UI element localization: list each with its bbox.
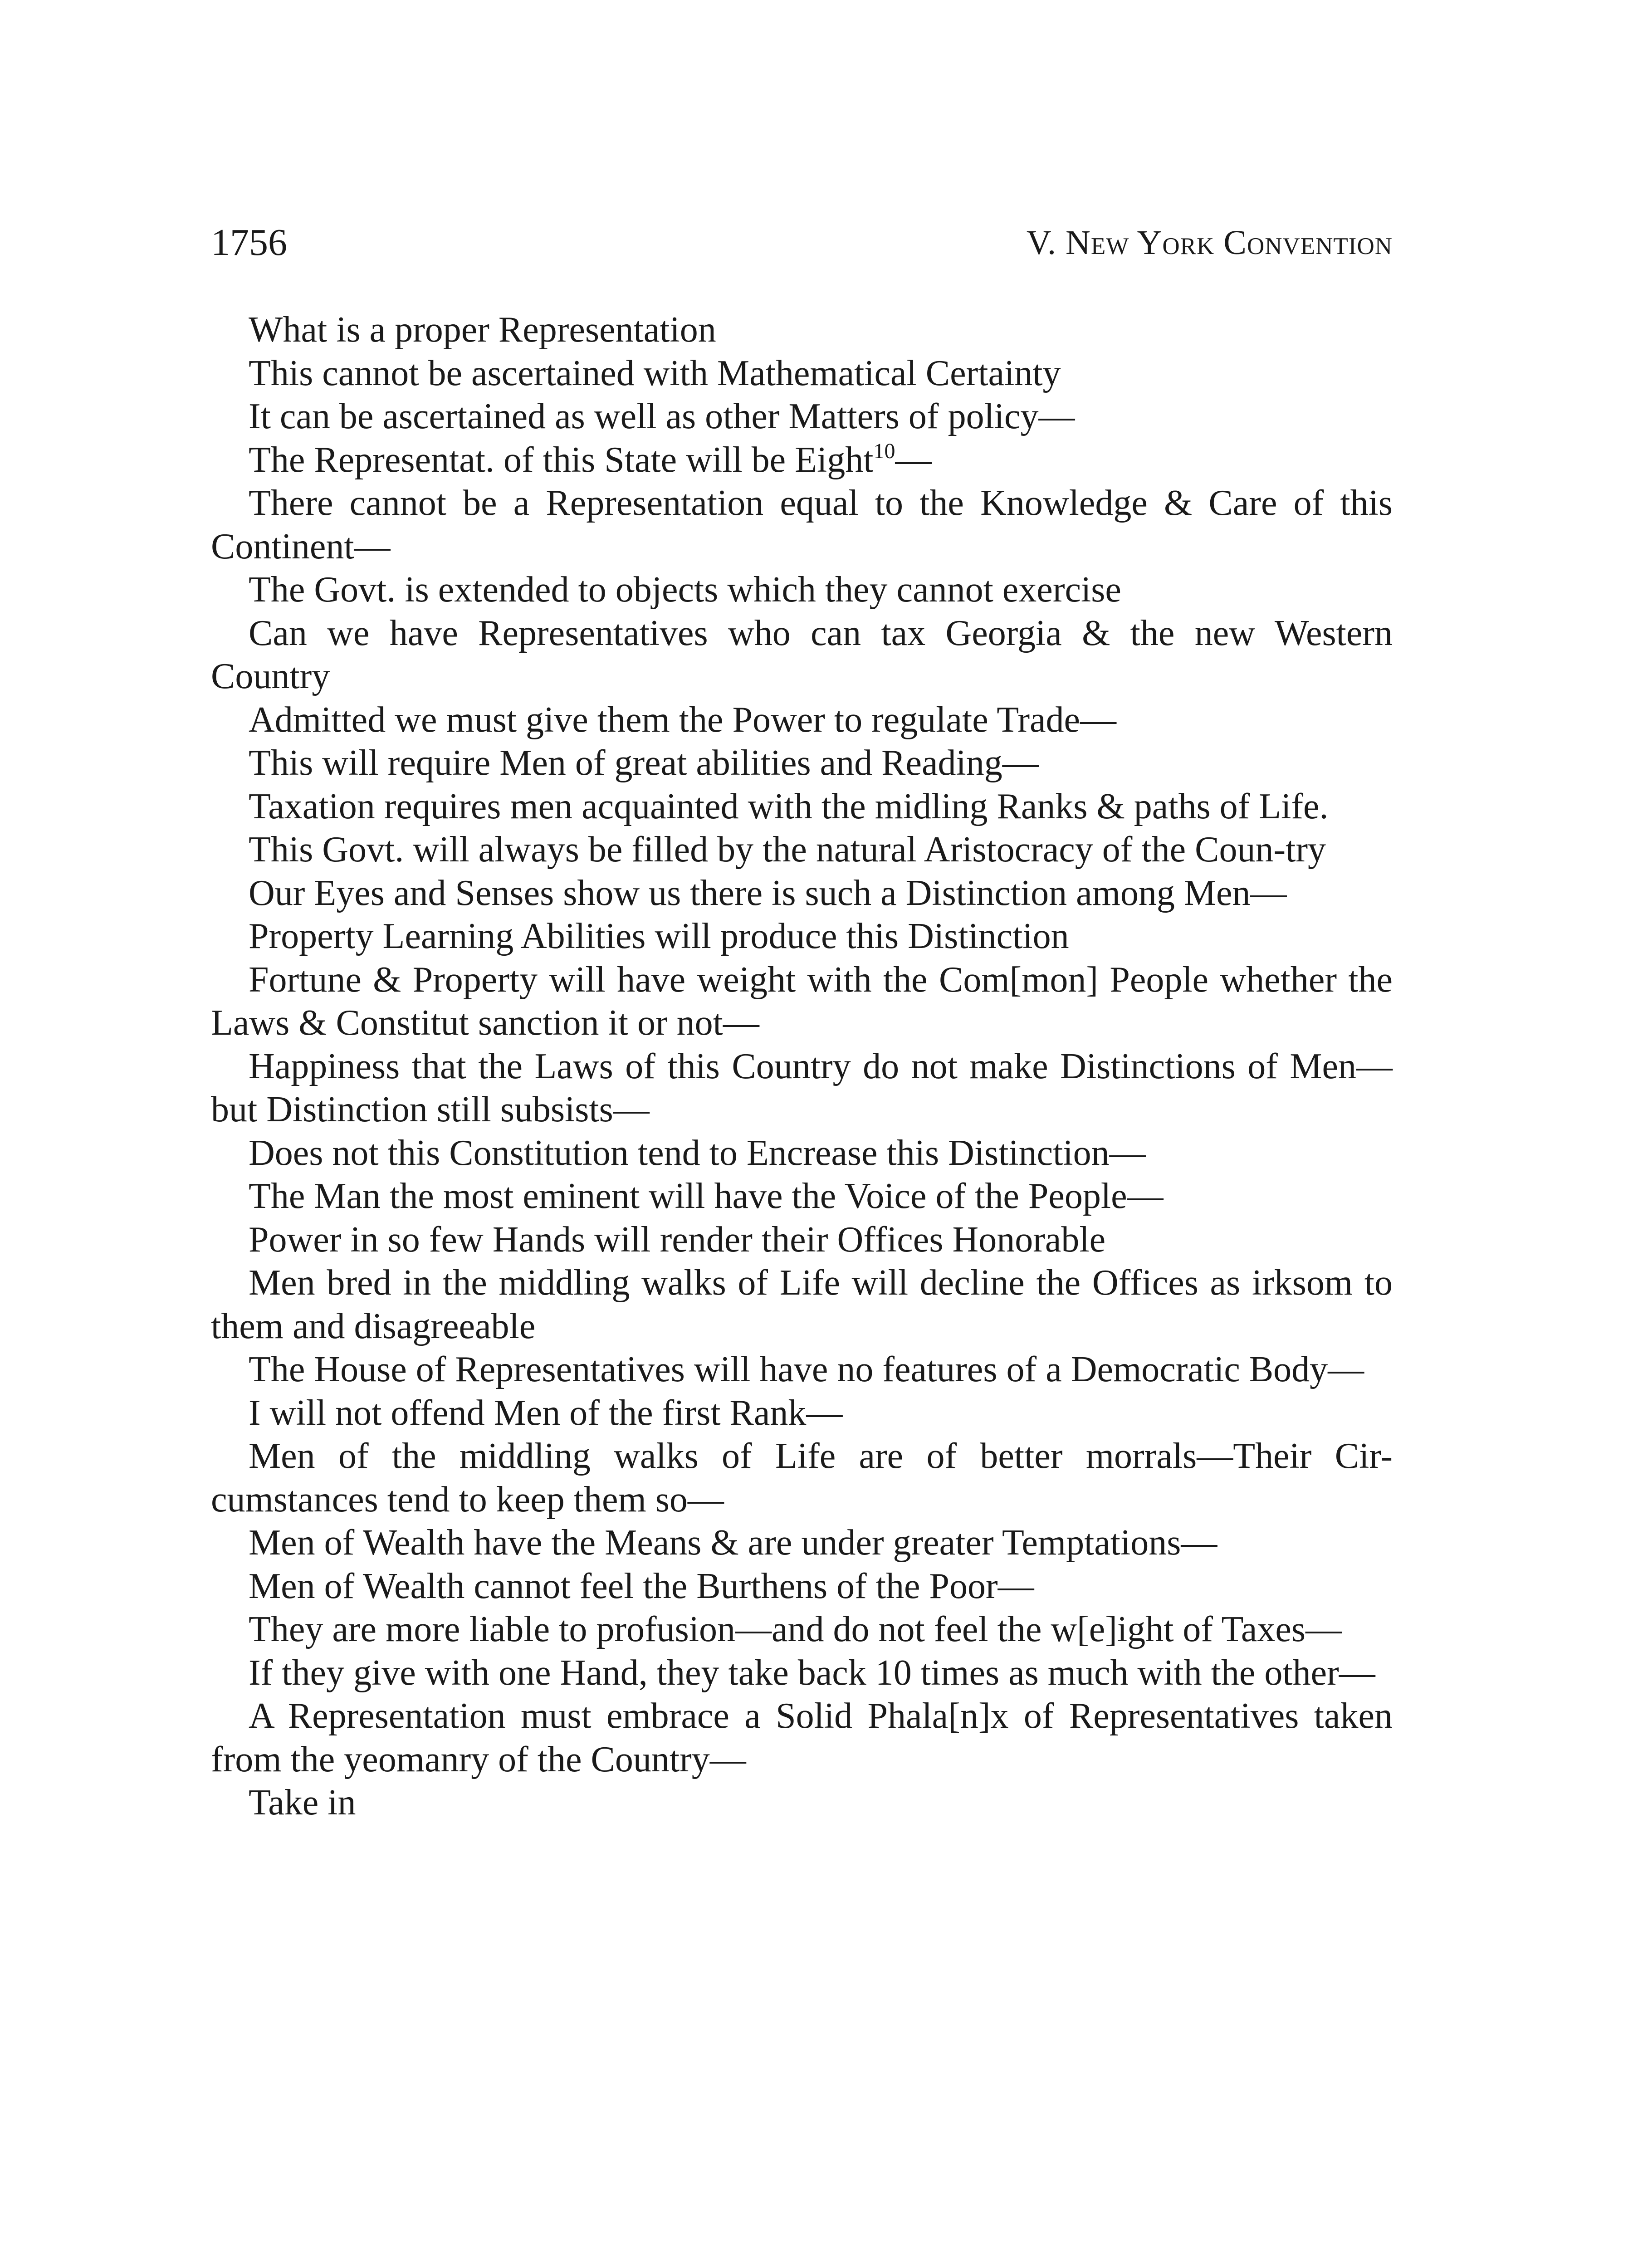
paragraph-with-footnote [211,439,1393,482]
paragraph: They are more liable to profusion—and do not feel the w[e]ight of Taxes— [249,1609,1342,1649]
paragraph: There cannot be a Representation equal to the Knowledge & Care of this Continent— [211,483,1393,567]
paragraph: This Govt. will always be filled by the natural Aristocracy of the Coun-try [249,830,1326,870]
footnote-reference[interactable]: 10 [873,439,895,463]
paragraph-text: The Representat. of this State will be Eight [249,440,874,480]
page-header [211,218,1393,268]
paragraph: Fortune & Property will have weight with the Com[mon] People whether the Laws & Constitut sanction it or not— [211,959,1393,1043]
paragraph: What is a proper Representation [249,310,716,350]
paragraph: Power in so few Hands will render their Offices Honorable [249,1219,1106,1260]
paragraph: Admitted we must give them the Power to regulate Trade— [249,699,1117,740]
paragraph: A Representation must embrace a Solid Phala[n]x of Representatives taken from the yeomanry of the Country— [211,1696,1393,1779]
paragraph: Happiness that the Laws of this Country do not make Distinctions of Men—but Distinction still subsists— [211,1046,1393,1129]
paragraph: The Man the most eminent will have the Voice of the People— [249,1176,1164,1216]
paragraph: Property Learning Abilities will produce this Distinction [249,916,1069,956]
paragraph-text-tail: — [895,440,932,480]
paragraph: Does not this Constitution tend to Encrease this Distinction— [249,1133,1146,1173]
paragraph: Our Eyes and Senses show us there is such a Distinction among Men— [249,873,1287,913]
paragraph: If they give with one Hand, they take back 10 times as much with the other— [249,1652,1375,1693]
paragraph: Can we have Representatives who can tax Georgia & the new Western Country [211,613,1393,696]
paragraph: Take in [249,1783,356,1823]
paragraph: It can be ascertained as well as other Matters of policy— [249,396,1075,436]
running-head: V. New York Convention [1026,224,1393,262]
paragraph: Men of Wealth cannot feel the Burthens of the Poor— [249,1566,1034,1606]
paragraph: The Govt. is extended to objects which they cannot exercise [249,570,1121,610]
paragraph: Taxation requires men acquainted with the midling Ranks & paths of Life. [249,786,1329,826]
paragraph: The House of Representatives will have no features of a Democratic Body— [249,1349,1364,1389]
paragraph: This will require Men of great abilities and Reading— [249,743,1039,783]
paragraph: Men bred in the middling walks of Life will decline the Offices as irksom to them and disagreeable [211,1263,1393,1346]
paragraph: This cannot be ascertained with Mathematical Certainty [249,353,1061,393]
document-body [211,308,1393,1825]
paragraph: Men of the middling walks of Life are of better morrals—Their Cir-cumstances tend to keep them so— [211,1436,1393,1520]
page-number: 1756 [211,221,287,264]
paragraph: Men of Wealth have the Means & are under greater Temptations— [249,1523,1217,1563]
paragraph: I will not offend Men of the first Rank— [249,1393,843,1433]
